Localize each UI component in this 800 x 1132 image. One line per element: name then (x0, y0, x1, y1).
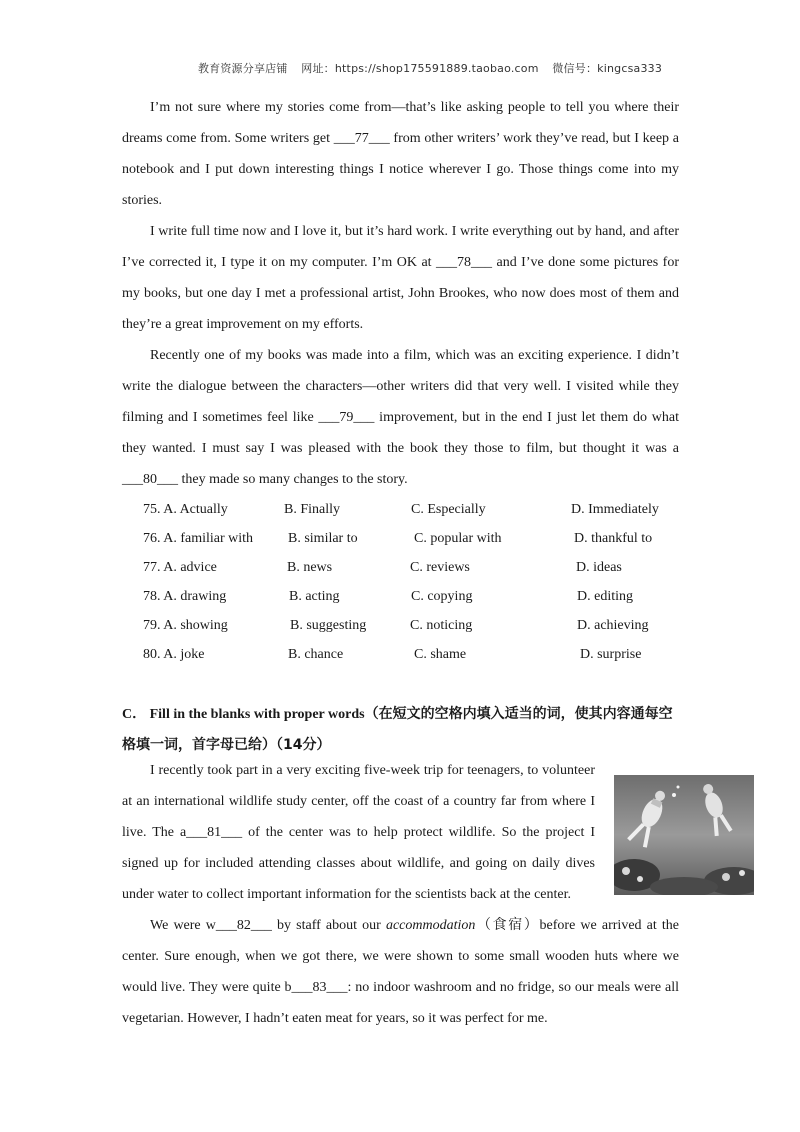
section-c-title (122, 699, 679, 761)
shop-url[interactable]: https://shop175591889.taobao.com (334, 62, 539, 75)
option-row-80 (0, 647, 800, 667)
option-a: 77. A. advice (143, 560, 217, 575)
option-row-78 (0, 589, 800, 609)
option-b: B. news (287, 560, 333, 575)
passage-c-paragraph-2 (122, 910, 679, 1034)
option-d: D. editing (577, 589, 633, 604)
section-c-title-en: C． Fill in the blanks with proper words (122, 707, 365, 722)
option-row-77 (0, 560, 800, 580)
passage-c-p2-end: before we arrived at the center. Sure enough, when we got there, we were shown to some small wooden huts where we would live. They were quite b___83___: no indoor washroom and no fridge, so our meals were all vegetarian. However, I hadn’t eaten meat for years, so it was perfect for me. (122, 918, 679, 1026)
option-d: D. thankful to (574, 531, 653, 546)
option-a: 75. A. Actually (143, 502, 228, 517)
url-label: 网址： (301, 62, 335, 75)
option-b: B. Finally (284, 502, 341, 517)
wechat-id: 微信号：kingcsa333 (552, 62, 663, 75)
option-d: D. achieving (577, 618, 649, 633)
option-c: C. noticing (410, 618, 473, 633)
option-a: 79. A. showing (143, 618, 228, 633)
option-d: D. surprise (580, 647, 642, 662)
option-b: B. acting (289, 589, 340, 604)
passage-b-paragraph-1: I’m not sure where my stories come from—that’s like asking people to tell you where their dreams come from. Some writers get ___77___ from other writers’ work they’ve read, but I keep a notebook and I put down interesting things I notice wherever I go. Those things come into my stories. (122, 100, 679, 208)
option-d: D. ideas (576, 560, 622, 575)
option-row-79 (0, 618, 800, 638)
accommodation-word: accommodation (385, 918, 476, 933)
option-a: 80. A. joke (143, 647, 205, 662)
passage-c-p2-start: We were w___82___ by staff about our (150, 918, 386, 933)
page-header (0, 60, 800, 76)
option-d: D. Immediately (571, 502, 659, 517)
passage-b-paragraph-3: Recently one of my books was made into a film, which was an exciting experience. I didn’t write the dialogue between the characters—other writers did that very well. I visited while they filming and I sometimes feel like ___79___ improvement, but in the end I just let them do what they wanted. I must say I was pleased with the book they those to film, but thought it was a ___80___ they made so many changes to the story. (122, 348, 679, 487)
option-b: B. similar to (288, 531, 358, 546)
option-a: 78. A. drawing (143, 589, 227, 604)
diver-photo-illustration (614, 775, 754, 895)
passage-c-paragraph-1: I recently took part in a very exciting five-week trip for teenagers, to volunteer at an international wildlife study center, off the coast of a country far from where I live. The a___81___ of the center was to help protect wildlife. So the project I signed up for included attending classes about wildlife, and going on daily dives under water to collect important information for the scientists back at the center. (122, 763, 595, 902)
option-row-75 (0, 502, 800, 522)
option-b: B. suggesting (290, 618, 367, 633)
option-a: 76. A. familiar with (143, 531, 254, 546)
passage-b-paragraph-2: I write full time now and I love it, but it’s hard work. I write everything out by hand, and after I’ve corrected it, I type it on my computer. I’m OK at ___78___ and I’ve done some pictures for my books, but one day I met a professional artist, John Brookes, who now does most of them and they’re a great improvement on my efforts. (122, 224, 679, 332)
option-c: C. Especially (411, 502, 486, 517)
option-b: B. chance (288, 647, 344, 662)
accommodation-gloss: （食宿） (475, 917, 540, 933)
diver-photo (614, 775, 754, 895)
option-row-76 (0, 531, 800, 551)
option-c: C. copying (411, 589, 473, 604)
option-c: C. shame (414, 647, 467, 662)
option-c: C. popular with (414, 531, 502, 546)
section-c-title-cn: （在短文的空格内填入适当的词，使其内容通每空格填一词，首字母已给）（14分） (122, 706, 673, 753)
shop-name: 教育资源分享店铺 (197, 62, 288, 75)
option-c: C. reviews (410, 560, 470, 575)
